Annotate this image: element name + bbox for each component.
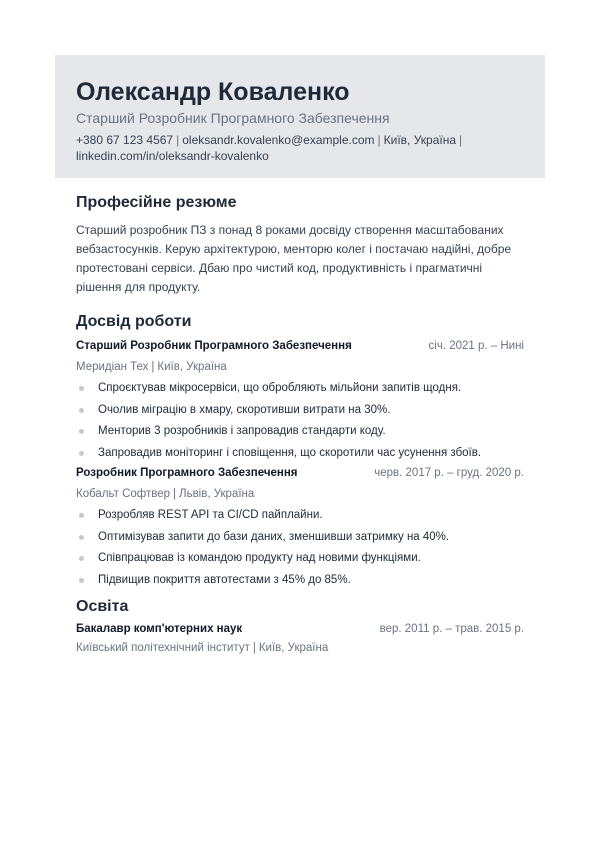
separator: |: [176, 133, 180, 147]
bullet-text: Менторив 3 розробників і запровадив стандарти коду.: [98, 425, 386, 437]
list-item: [76, 530, 524, 544]
list-item: [76, 446, 524, 460]
candidate-name: Олександр Коваленко: [76, 78, 350, 106]
separator: |: [252, 642, 256, 654]
experience-section: [76, 312, 524, 594]
bullet-dot-icon: [79, 556, 84, 561]
experience-heading: Досвід роботи: [76, 313, 192, 330]
summary-heading: Професійне резюме: [76, 194, 237, 211]
bullet-dot-icon: [79, 451, 84, 456]
summary-section: [76, 193, 524, 297]
job-company: [76, 360, 524, 375]
job-dates: черв. 2017 р. – груд. 2020 р.: [374, 467, 524, 479]
bullet-text: Очолив міграцію в хмару, скоротивши витрати на 30%.: [98, 403, 391, 416]
bullet-text: Спроєктував мікросервіси, що обробляють мільйони запитів щодня.: [98, 382, 462, 394]
candidate-title: Старший Розробник Програмного Забезпечення: [76, 110, 390, 126]
linkedin-link[interactable]: linkedin.com/in/oleksandr-kovalenko: [76, 149, 269, 163]
contact-line: [76, 132, 466, 164]
school-name: Київський політехнічний інститут: [76, 642, 250, 654]
job-header: [76, 340, 524, 355]
job-title: Розробник Програмного Забезпечення: [76, 467, 298, 479]
summary-text: Старший розробник ПЗ з понад 8 роками досвіду створення масштабованих вебзастосунків. Керую архітектурою, менторю колег і постачаю надійні, добре протестовані сервіси. Дбаю про чистий код, продуктивність і прагматичні рішення для продукту.: [76, 223, 512, 294]
education-heading: Освіта: [76, 598, 129, 615]
email-link[interactable]: oleksandr.kovalenko@example.com: [182, 133, 375, 147]
job-entry: [76, 467, 524, 587]
education-header: [76, 623, 524, 638]
bullet-text: Розробляв REST API та CI/CD пайплайни.: [98, 509, 323, 521]
job-bullets: [76, 381, 524, 460]
list-item: [76, 381, 524, 395]
separator: |: [173, 488, 177, 500]
company-location: Київ, Україна: [157, 361, 227, 373]
education-school: [76, 641, 524, 656]
resume-header: [55, 55, 545, 178]
job-title: Старший Розробник Програмного Забезпечення: [76, 340, 352, 352]
bullet-text: Підвищив покриття автотестами з 45% до 85%.: [98, 573, 351, 586]
separator: |: [459, 133, 463, 147]
job-entry: [76, 340, 524, 460]
list-item: [76, 424, 524, 438]
bullet-dot-icon: [79, 535, 84, 540]
list-item: [76, 551, 524, 565]
list-item: [76, 508, 524, 522]
company-name: Кобальт Софтвер: [76, 488, 171, 500]
education-dates: вер. 2011 р. – трав. 2015 р.: [379, 623, 524, 635]
location-text: Київ, Україна: [383, 133, 457, 147]
separator: |: [377, 133, 381, 147]
bullet-dot-icon: [79, 408, 84, 413]
list-item: [76, 403, 524, 417]
job-header: [76, 467, 524, 482]
school-location: Київ, Україна: [258, 642, 329, 654]
degree-title: Бакалавр комп'ютерних наук: [76, 623, 243, 635]
bullet-dot-icon: [79, 513, 84, 518]
phone-text: +380 67 123 4567: [76, 133, 174, 147]
company-location: Львів, Україна: [179, 488, 255, 500]
company-name: Меридіан Тех: [76, 361, 149, 373]
bullet-text: Запровадив моніторинг і сповіщення, що скоротили час усунення збоїв.: [98, 446, 482, 459]
separator: |: [151, 361, 155, 373]
education-entry: [76, 623, 524, 656]
job-dates: січ. 2021 р. – Нині: [428, 340, 524, 352]
bullet-text: Співпрацював із командою продукту над новими функціями.: [98, 552, 421, 564]
bullet-dot-icon: [79, 429, 84, 434]
education-section: [76, 597, 524, 656]
list-item: [76, 573, 524, 587]
job-company: [76, 487, 524, 502]
bullet-dot-icon: [79, 578, 84, 583]
bullet-text: Оптимізував запити до бази даних, зменшивши затримку на 40%.: [98, 530, 450, 543]
bullet-dot-icon: [79, 386, 84, 391]
job-bullets: [76, 508, 524, 587]
